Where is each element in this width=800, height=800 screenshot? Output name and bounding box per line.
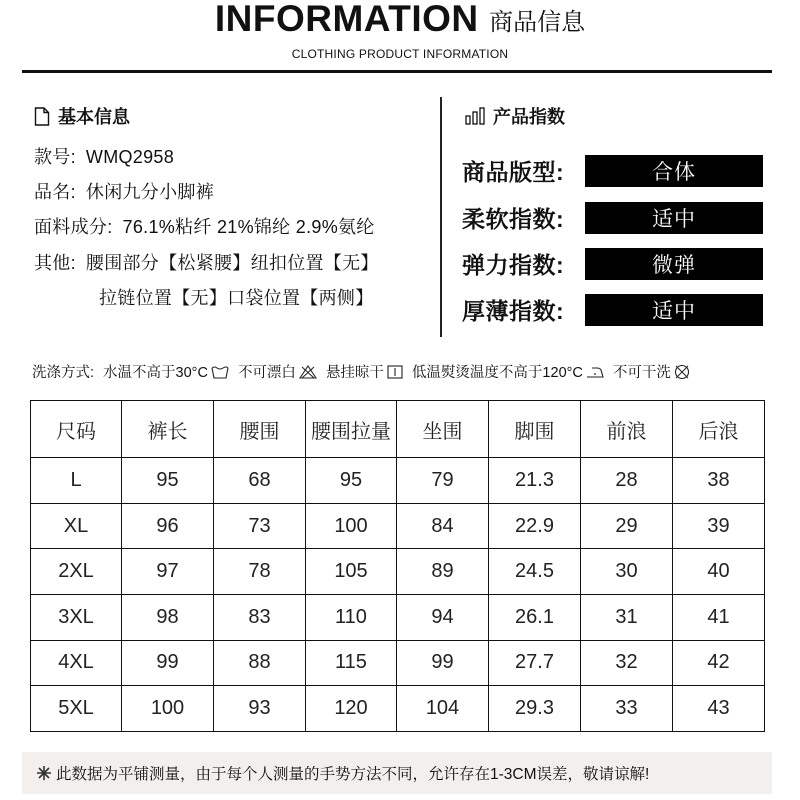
table-cell: 39 [673, 503, 765, 549]
info-label: 款号: [34, 147, 76, 167]
table-cell: 24.5 [489, 549, 581, 595]
table-cell: 32 [581, 640, 673, 686]
table-header-row [31, 401, 765, 458]
table-cell: 41 [673, 594, 765, 640]
wash-text: 低温熨烫温度不高于120°C [411, 365, 583, 381]
wash-item-bleach [238, 361, 317, 382]
info-label: 面料成分: [34, 217, 113, 237]
table-cell: 95 [122, 458, 214, 504]
product-index-title: 产品指数 [493, 107, 565, 127]
document-icon [34, 107, 50, 126]
table-cell: 94 [397, 594, 489, 640]
info-label: 品名: [34, 182, 76, 202]
table-cell: 27.7 [489, 640, 581, 686]
wash-tub-icon [211, 365, 229, 379]
table-row [31, 549, 765, 595]
index-value-badge: 微弹 [585, 248, 763, 280]
basic-info-heading [34, 103, 130, 129]
info-value: 休闲九分小脚裤 [85, 182, 215, 202]
wash-item-iron [412, 361, 604, 382]
wash-text: 不可漂白 [237, 365, 296, 381]
wash-text: 水温不高于30°C [103, 365, 208, 381]
wash-text: 不可干洗 [612, 365, 671, 381]
table-cell: 73 [214, 503, 306, 549]
column-header: 脚围 [489, 401, 581, 458]
index-row-elasticity [462, 247, 763, 280]
info-row-style-no [34, 143, 174, 169]
index-label: 厚薄指数: [462, 298, 565, 324]
wash-instructions [32, 361, 699, 382]
info-label: 其他: [34, 253, 76, 273]
index-row-thickness [462, 293, 763, 326]
table-cell: 98 [122, 594, 214, 640]
table-cell: 40 [673, 549, 765, 595]
size-table [30, 400, 765, 732]
wash-label: 洗涤方式: [32, 365, 95, 381]
page-subtitle: CLOTHING PRODUCT INFORMATION [291, 47, 509, 61]
table-cell: 95 [306, 458, 397, 504]
basic-info-title: 基本信息 [58, 107, 130, 127]
table-cell: 26.1 [489, 594, 581, 640]
asterisk-icon [36, 765, 52, 781]
wash-item-temp [103, 361, 229, 382]
info-row-fabric [34, 213, 375, 239]
index-label: 柔软指数: [462, 206, 565, 232]
wash-item-dry [326, 361, 403, 382]
index-value-badge: 合体 [585, 155, 763, 187]
table-cell: 21.3 [489, 458, 581, 504]
table-cell: 78 [214, 549, 306, 595]
index-label: 商品版型: [462, 159, 565, 185]
table-cell: 28 [581, 458, 673, 504]
table-cell: 84 [397, 503, 489, 549]
iron-icon [586, 366, 604, 378]
info-row-product-name [34, 178, 214, 204]
index-value-badge: 适中 [585, 202, 763, 234]
column-header: 腰围 [214, 401, 306, 458]
table-cell: 104 [397, 686, 489, 732]
info-row-other-cont [99, 284, 374, 310]
table-cell: 79 [397, 458, 489, 504]
table-row [31, 594, 765, 640]
table-cell: 97 [122, 549, 214, 595]
table-row [31, 503, 765, 549]
table-cell: 99 [397, 640, 489, 686]
table-cell: 2XL [31, 549, 122, 595]
info-value: 76.1%粘纤 21%锦纶 2.9%氨纶 [122, 217, 375, 237]
table-row [31, 640, 765, 686]
column-header: 尺码 [31, 401, 122, 458]
table-cell: 4XL [31, 640, 122, 686]
table-cell: 43 [673, 686, 765, 732]
column-header: 腰围拉量 [306, 401, 397, 458]
table-cell: 22.9 [489, 503, 581, 549]
index-label: 弹力指数: [462, 252, 565, 278]
note-text: 此数据为平铺测量，由于每个人测量的手势方法不同，允许存在1-3CM误差，敬请谅解! [56, 766, 650, 783]
measurement-note [22, 752, 772, 794]
table-cell: 5XL [31, 686, 122, 732]
table-cell: 99 [122, 640, 214, 686]
table-cell: 30 [581, 549, 673, 595]
table-cell: 68 [214, 458, 306, 504]
column-header: 裤长 [122, 401, 214, 458]
info-row-other [34, 249, 379, 275]
table-cell: 110 [306, 594, 397, 640]
column-header: 后浪 [673, 401, 765, 458]
table-cell: 29.3 [489, 686, 581, 732]
table-cell: 38 [673, 458, 765, 504]
table-cell: 3XL [31, 594, 122, 640]
table-cell: 88 [214, 640, 306, 686]
table-cell: 100 [122, 686, 214, 732]
table-cell: L [31, 458, 122, 504]
info-value: 腰围部分【松紧腰】纽扣位置【无】 [85, 253, 379, 273]
section-divider [440, 97, 442, 337]
column-header: 坐围 [397, 401, 489, 458]
title-english: INFORMATION [214, 0, 479, 39]
table-cell: 105 [306, 549, 397, 595]
table-cell: XL [31, 503, 122, 549]
index-row-fit [462, 154, 763, 187]
table-cell: 96 [122, 503, 214, 549]
table-cell: 115 [306, 640, 397, 686]
bar-chart-icon [465, 107, 485, 125]
index-row-softness [462, 201, 763, 234]
product-index-heading [465, 103, 565, 129]
table-cell: 29 [581, 503, 673, 549]
header-divider [22, 70, 772, 73]
page-title [0, 0, 800, 40]
title-chinese: 商品信息 [489, 8, 586, 36]
table-row [31, 686, 765, 732]
table-cell: 33 [581, 686, 673, 732]
table-cell: 120 [306, 686, 397, 732]
table-cell: 83 [214, 594, 306, 640]
info-value: WMQ2958 [85, 147, 175, 167]
table-cell: 93 [214, 686, 306, 732]
wash-item-dryclean [613, 361, 690, 382]
table-cell: 100 [306, 503, 397, 549]
table-cell: 89 [397, 549, 489, 595]
info-value: 拉链位置【无】口袋位置【两侧】 [99, 288, 374, 308]
table-row [31, 458, 765, 504]
index-value-badge: 适中 [585, 294, 763, 326]
table-cell: 42 [673, 640, 765, 686]
no-bleach-icon [299, 365, 317, 379]
wash-text: 悬挂晾干 [325, 365, 384, 381]
column-header: 前浪 [581, 401, 673, 458]
line-dry-icon [387, 365, 403, 379]
no-dry-clean-icon [674, 364, 690, 380]
table-cell: 31 [581, 594, 673, 640]
